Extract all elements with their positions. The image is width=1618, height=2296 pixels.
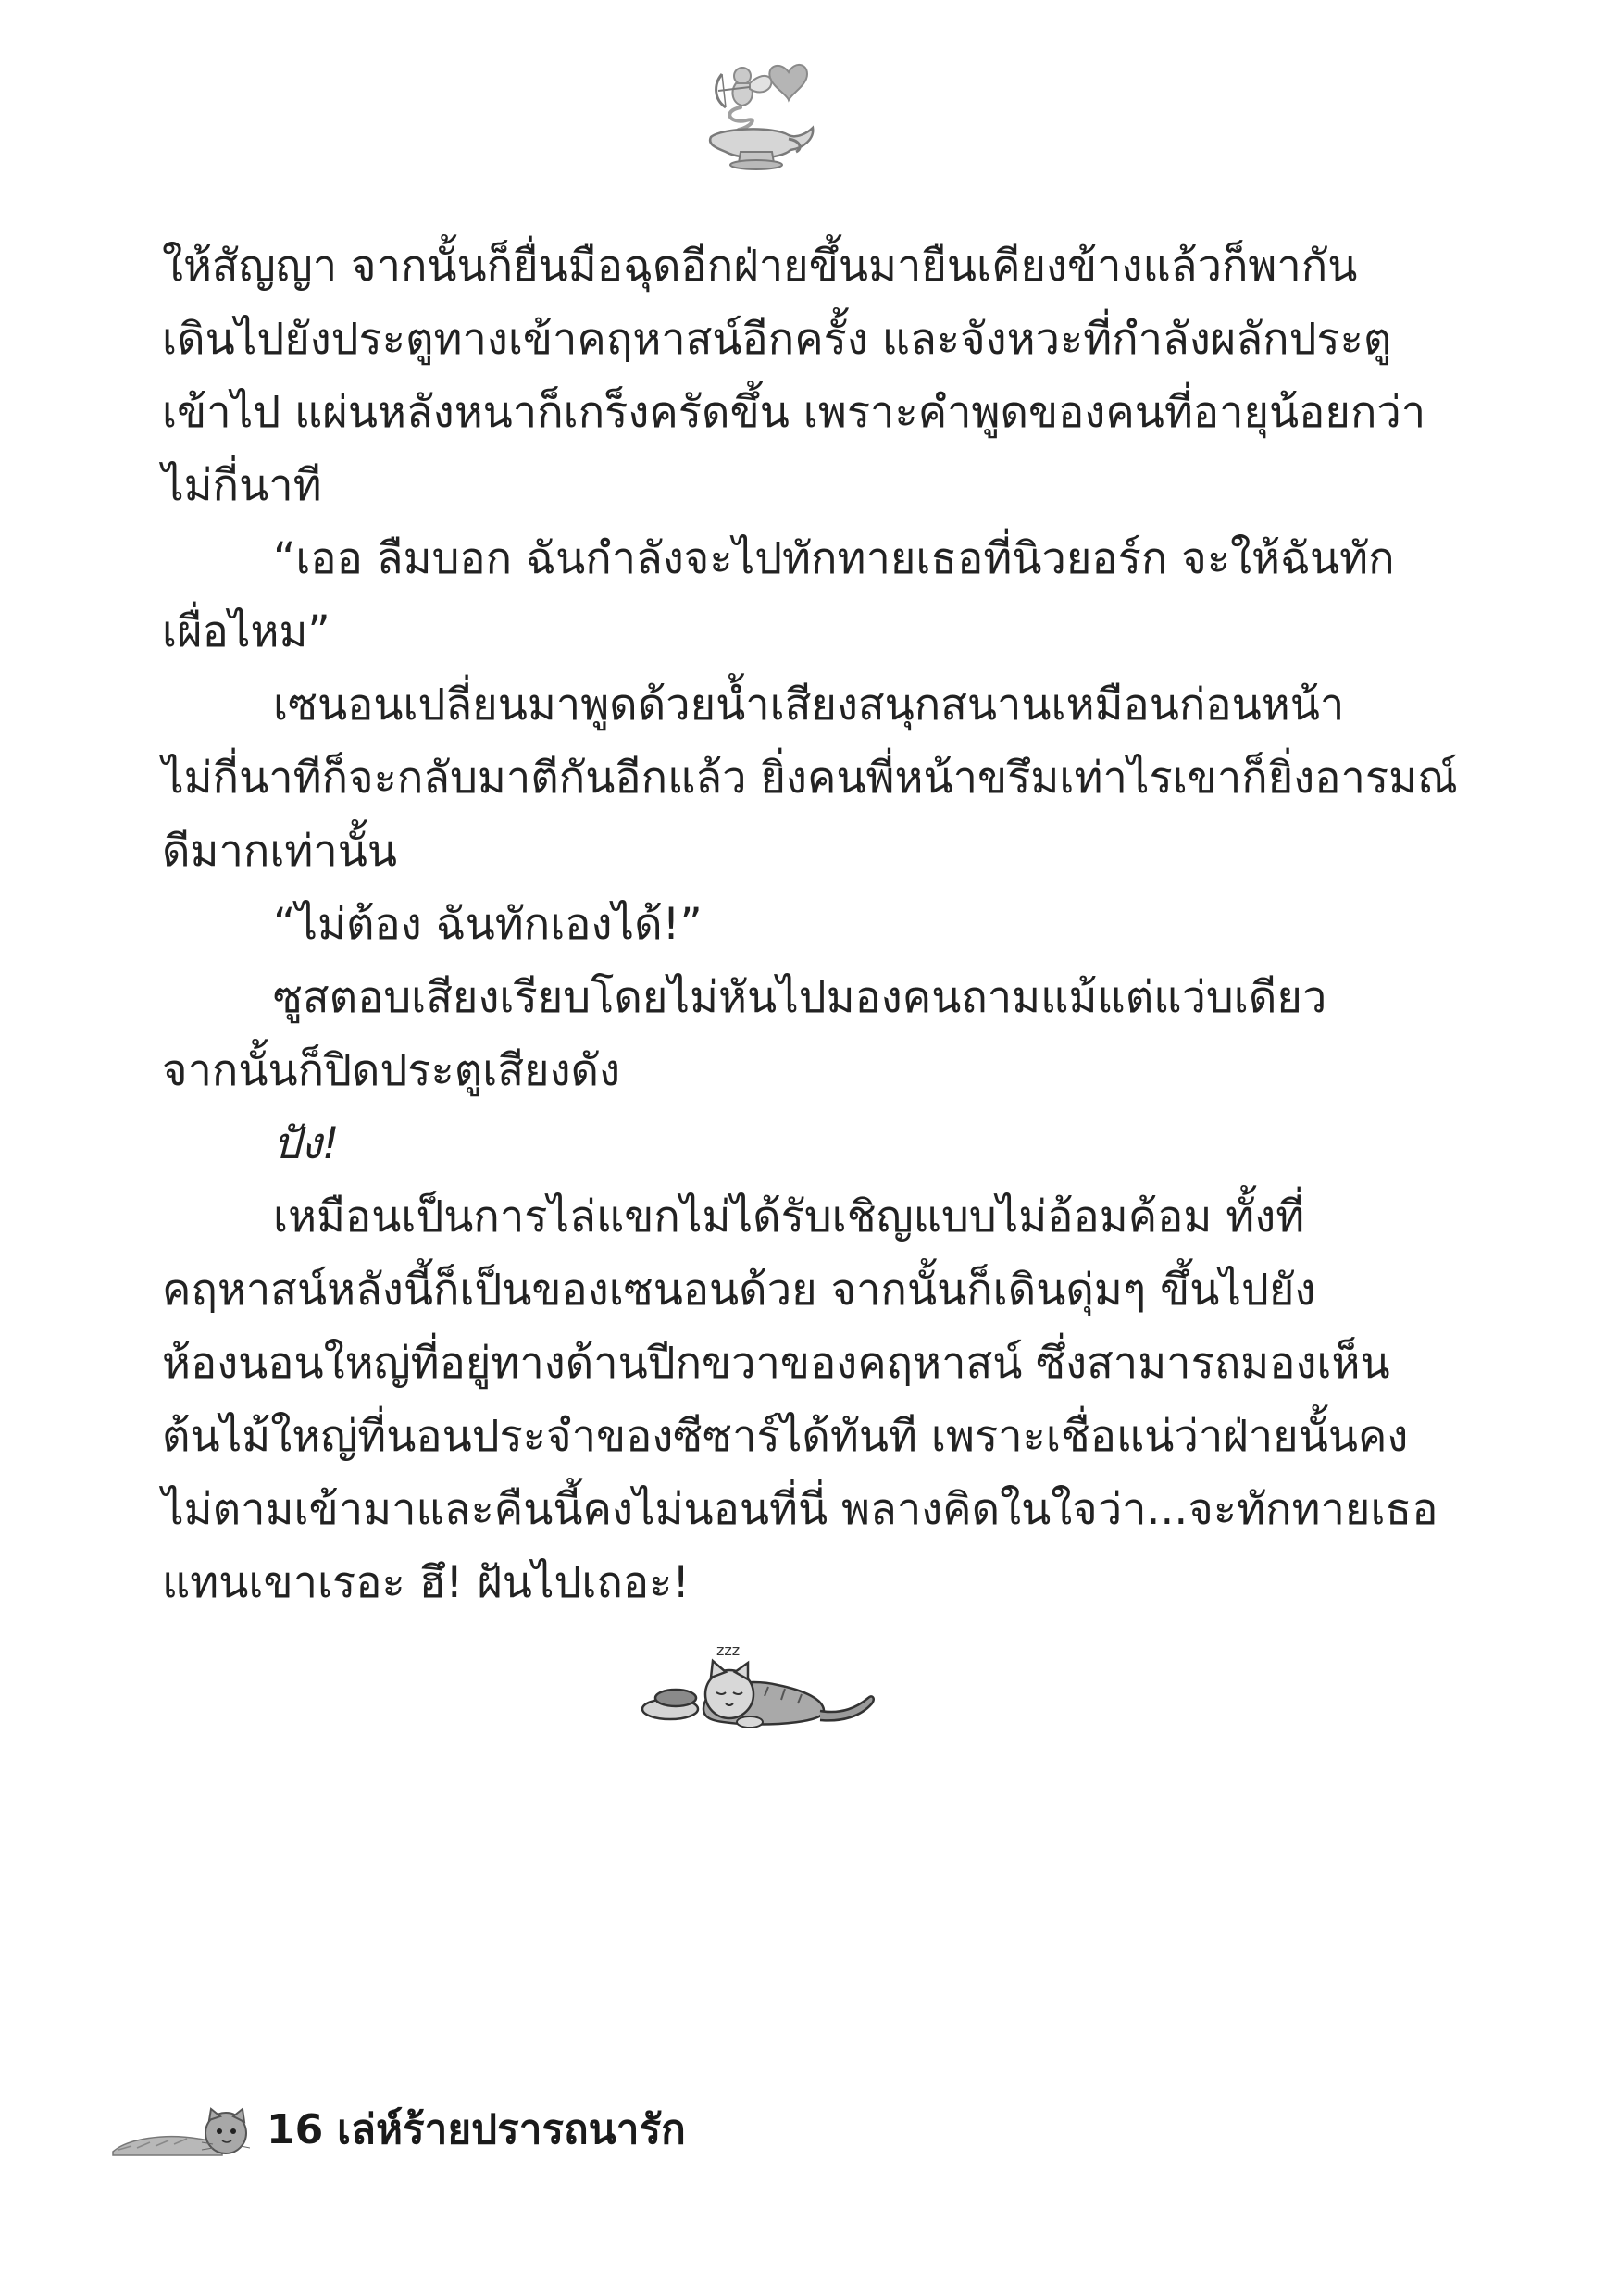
text-line: ห้องนอนใหญ่ที่อยู่ทางด้านปีกขวาของคฤหาสน์ ซึ่งสามารถมองเห็น: [162, 1338, 1390, 1389]
text-line: ซูสตอบเสียงเรียบโดยไม่หันไปมองคนถามแม้แต่แว่บเดียว: [273, 972, 1327, 1023]
page-footer: [109, 2102, 850, 2166]
text-line: ไม่กี่นาทีก็จะกลับมาตีกันอีกแล้ว ยิ่งคนพี่หน้าขรึมเท่าไรเขาก็ยิ่งอารมณ์: [162, 753, 1458, 804]
body-text: [162, 230, 1458, 1619]
text-line: ดีมากเท่านั้น: [162, 826, 398, 877]
text-line: เข้าไป แผ่นหลังหนาก็เกร็งครัดขึ้น เพราะคำพูดของคนที่อายุน้อยกว่า: [162, 387, 1426, 438]
text-line: คฤหาสน์หลังนี้ก็เป็นของเซนอนด้วย จากนั้นก็เดินดุ่มๆ ขึ้นไปยัง: [162, 1265, 1316, 1316]
sleep-mark-text: zzz: [716, 1641, 741, 1659]
text-line: เผื่อไหม”: [162, 606, 330, 657]
text-line: จากนั้นก็ปิดประตูเสียงดัง: [162, 1045, 621, 1096]
genie-lamp-cupid-icon: [685, 56, 824, 171]
text-line: “เออ ลืมบอก ฉันกำลังจะไปทักทายเธอที่นิวยอร์ก จะให้ฉันทัก: [273, 533, 1395, 584]
text-line: เหมือนเป็นการไล่แขกไม่ได้รับเชิญแบบไม่อ้อมค้อม ทั้งที่: [273, 1192, 1305, 1242]
text-line: แทนเขาเรอะ ฮึ! ฝันไปเถอะ!: [162, 1557, 691, 1608]
text-line: เดินไปยังประตูทางเข้าคฤหาสน์อีกครั้ง และจังหวะที่กำลังผลักประตู: [162, 314, 1392, 365]
page-number: 16: [267, 2106, 324, 2153]
text-line: “ไม่ต้อง ฉันทักเองได้!”: [273, 899, 703, 950]
sleeping-cat-icon: [639, 1637, 879, 1739]
text-line: ต้นไม้ใหญ่ที่นอนประจำของซีซาร์ได้ทันที เพราะเชื่อแน่ว่าฝ่ายนั้นคง: [162, 1411, 1409, 1462]
book-title: เล่ห์ร้ายปรารถนารัก: [337, 2106, 686, 2153]
text-line: ไม่ตามเข้ามาและคืนนี้คงไม่นอนที่นี่ พลางคิดในใจว่า...จะทักทายเธอ: [162, 1484, 1438, 1535]
text-line: เซนอนเปลี่ยนมาพูดด้วยน้ำเสียงสนุกสนานเหมือนก่อนหน้า: [273, 680, 1345, 730]
text-line: ให้สัญญา จากนั้นก็ยื่นมือฉุดอีกฝ่ายขึ้นมายืนเคียงข้างแล้วก็พากัน: [162, 241, 1358, 292]
text-line: ไม่กี่นาที: [162, 460, 322, 511]
sound-effect-line: ปัง!: [273, 1118, 340, 1169]
persian-cat-icon: [109, 2105, 250, 2159]
